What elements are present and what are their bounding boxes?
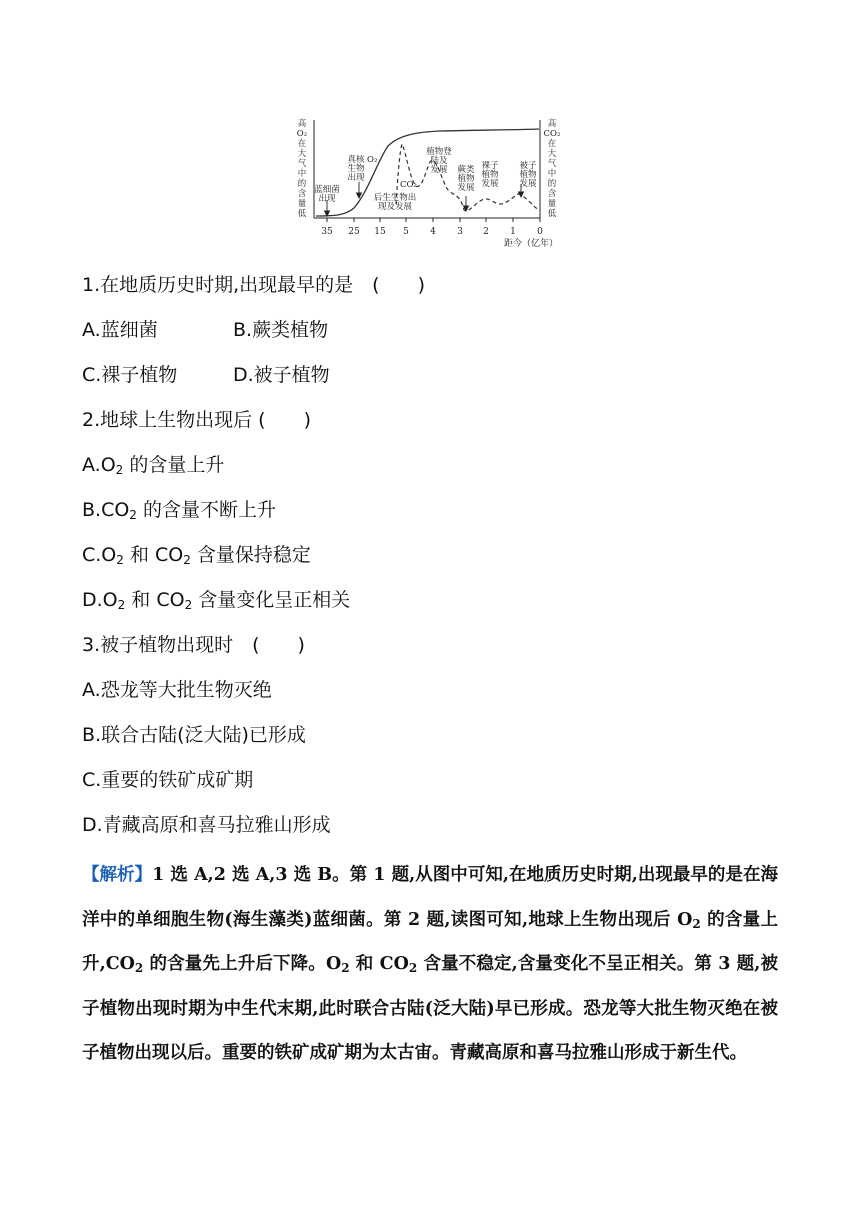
q2-a-text-2: 的含量上升 — [123, 454, 225, 476]
event-label-metazoa: 后生生物出 — [373, 193, 417, 203]
q1-option-b[interactable]: B.蕨类植物 — [233, 319, 329, 341]
analysis-text-5: 含量不稳定,含量变化不呈正相关。第 3 题,被子植物出现时期为中生代末期,此时联合古陆(泛大陆)早已形成。恐龙等大批生物灭绝在被子植物出现以后。重要的铁矿成矿期为太古宙。青藏高原和喜马拉雅山形成于新生代。 — [82, 954, 779, 1063]
q1-option-d[interactable]: D.被子植物 — [233, 364, 330, 386]
event-label-gymnosperms: 裸子 — [481, 161, 499, 171]
q2-c-text-2: 和 CO — [123, 544, 184, 566]
q2-a-text: A.O — [82, 454, 116, 476]
event-label-cyanobacteria: 出现 — [318, 194, 336, 204]
left-axis-char: 气 — [297, 159, 307, 169]
x-tick-label: 15 — [374, 227, 386, 237]
right-axis-char: 含 — [547, 189, 557, 199]
event-label-metazoa: 现及发展 — [377, 202, 413, 212]
event-label-ferns: 发展 — [457, 183, 475, 193]
analysis-tag: 【解析】 — [82, 865, 153, 885]
q2-d-text-2: 和 CO — [125, 589, 185, 611]
event-label-land-plants: 植物登 — [426, 147, 452, 157]
analysis-sub-4: 2 — [408, 961, 418, 975]
q2-b-sub: 2 — [129, 508, 137, 522]
right-axis-char: 高 — [547, 119, 557, 129]
figure-svg — [290, 112, 570, 254]
x-tick-label: 5 — [403, 227, 409, 237]
left-axis-char: 高 — [297, 119, 307, 129]
analysis-paragraph — [82, 853, 778, 1076]
event-label-ferns: 蕨类 — [457, 165, 475, 175]
q1-option-c[interactable]: C.裸子植物 — [82, 364, 178, 386]
right-axis-char: 中 — [547, 169, 557, 179]
left-axis-char: 低 — [297, 209, 307, 219]
x-tick-label: 0 — [537, 227, 543, 237]
right-axis-char: 大 — [547, 149, 557, 159]
left-axis-char: 中 — [297, 169, 307, 179]
analysis-sub-2: 2 — [134, 961, 144, 975]
event-label-eukaryote: 真核 — [347, 155, 365, 165]
event-label-ferns: 植物 — [457, 174, 475, 184]
analysis-text-3: 的含量先上升后下降。O — [143, 954, 342, 974]
q2-d-sub-2: 2 — [184, 598, 193, 612]
analysis-sub-1: 2 — [692, 916, 701, 931]
q2-a-sub: 2 — [115, 463, 124, 477]
geologic-atmosphere-figure — [290, 112, 570, 254]
q2-d-text-3: 含量变化呈正相关 — [192, 589, 351, 611]
q3-option-c[interactable]: C.重要的铁矿成矿期 — [82, 769, 254, 791]
x-tick-label: 35 — [321, 227, 333, 237]
left-axis-char: 在 — [297, 139, 307, 149]
analysis-text-4: 和 CO — [349, 954, 409, 974]
x-ticks — [321, 218, 543, 237]
analysis-sub-3: 2 — [341, 961, 350, 975]
q2-option-c[interactable] — [82, 543, 311, 567]
q2-d-sub-1: 2 — [117, 598, 126, 612]
x-tick-label: 4 — [430, 227, 436, 237]
right-axis-char: 低 — [547, 209, 557, 219]
event-label-gymnosperms: 植物 — [481, 170, 499, 180]
analysis-text-1: 1 选 A,2 选 A,3 选 B。第 1 题,从图中可知,在地质历史时期,出现最早的是在海洋中的单细胞生物(海生藻类)蓝细菌。第 2 题,读图可知,地球上生物出现后 O — [82, 865, 779, 930]
q2-c-sub-2: 2 — [183, 553, 191, 567]
x-unit-label: 距今（亿年） — [504, 239, 559, 249]
q3-stem: 3.被子植物出现时 ( ) — [82, 634, 305, 656]
q2-stem: 2.地球上生物出现后 ( ) — [82, 409, 311, 431]
x-tick-label: 2 — [483, 227, 489, 237]
event-label-angiosperms: 发展 — [519, 179, 537, 189]
q2-b-text-2: 的含量不断上升 — [136, 499, 276, 521]
right-axis-char: 在 — [547, 139, 557, 149]
q2-option-b[interactable] — [82, 498, 276, 522]
x-tick-label: 3 — [457, 227, 463, 237]
q2-c-sub-1: 2 — [116, 553, 124, 567]
event-label-cyanobacteria: 蓝细菌 — [314, 185, 340, 195]
q2-c-text: C.O — [82, 544, 117, 566]
event-label-eukaryote: 生物 — [347, 164, 365, 174]
event-label-land-plants: 发展 — [430, 165, 448, 175]
left-axis-char: 量 — [297, 199, 307, 209]
event-label-gymnosperms: 发展 — [481, 179, 499, 189]
event-label-eukaryote: 出现 — [347, 173, 365, 183]
q3-option-d[interactable]: D.青藏高原和喜马拉雅山形成 — [82, 814, 331, 836]
right-axis-char: 的 — [547, 179, 557, 189]
o2-curve-label: O₂ — [367, 155, 378, 165]
left-axis-char: O₂ — [296, 129, 308, 139]
x-tick-label: 1 — [510, 227, 516, 237]
q2-option-d[interactable] — [82, 588, 350, 612]
left-axis-label — [297, 118, 307, 219]
q1-option-a[interactable]: A.蓝细菌 — [82, 319, 158, 341]
q2-d-text: D.O — [82, 589, 118, 611]
q3-option-a[interactable]: A.恐龙等大批生物灭绝 — [82, 679, 272, 701]
left-axis-char: 大 — [297, 149, 307, 159]
right-axis-char: CO₂ — [543, 129, 561, 139]
q2-b-text: B.CO — [82, 499, 130, 521]
left-axis-char: 的 — [297, 179, 307, 189]
event-labels — [314, 146, 537, 212]
event-label-angiosperms: 被子 — [519, 161, 537, 171]
x-tick-label: 25 — [348, 227, 360, 237]
analysis-text-2: 的含量上升,CO — [82, 909, 778, 974]
event-label-angiosperms: 植物 — [519, 170, 537, 180]
q1-stem: 1.在地质历史时期,出现最早的是 ( ) — [82, 274, 425, 296]
q2-option-a[interactable] — [82, 453, 224, 477]
q3-option-b[interactable]: B.联合古陆(泛大陆)已形成 — [82, 724, 306, 746]
right-axis-char: 气 — [547, 159, 557, 169]
event-label-land-plants: 陆及 — [430, 156, 448, 166]
q2-c-text-3: 含量保持稳定 — [190, 544, 311, 566]
right-axis-label — [544, 118, 561, 219]
left-axis-char: 含 — [297, 189, 307, 199]
right-axis-char: 量 — [547, 199, 557, 209]
co2-curve-label: CO₂ — [400, 180, 417, 190]
